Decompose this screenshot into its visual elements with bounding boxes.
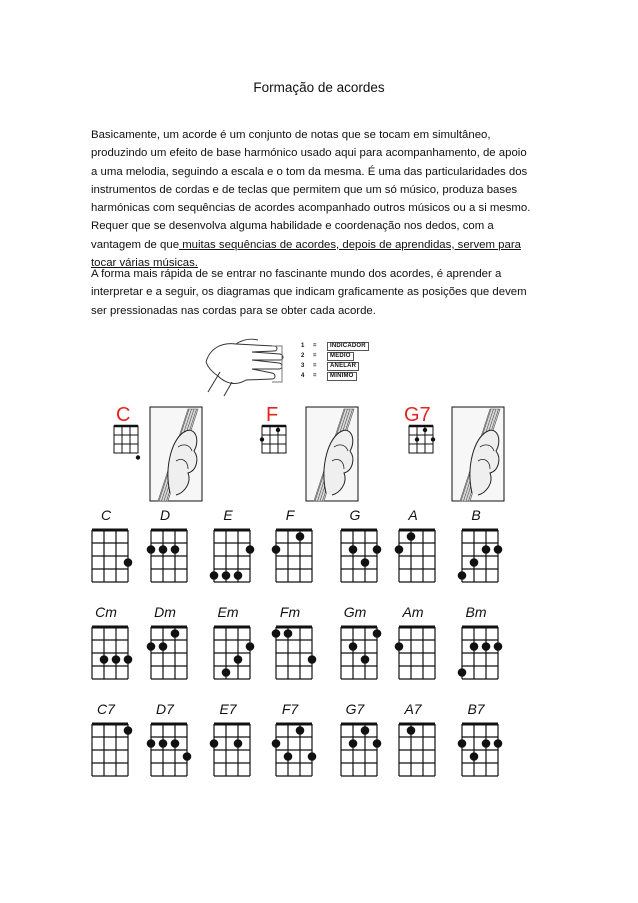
finger-dot <box>124 558 133 567</box>
chord-diagram <box>458 507 503 582</box>
finger-dot <box>183 752 192 761</box>
chord-diagram <box>458 604 503 679</box>
finger-dot <box>210 571 219 580</box>
finger-dot <box>272 739 281 748</box>
featured-chord-name: C <box>116 404 131 426</box>
finger-dot <box>272 545 281 554</box>
finger-dot <box>147 545 156 554</box>
chord-name: D7 <box>156 701 174 717</box>
finger-dot <box>296 532 305 541</box>
finger-dot <box>407 532 416 541</box>
finger-dot <box>470 752 479 761</box>
text-line: instrumentos de cordas e de teclas que permitem que um só músico, produza bases <box>91 183 518 196</box>
finger-dot <box>284 629 293 638</box>
chord-name: A7 <box>404 701 422 717</box>
finger-dot <box>234 655 243 664</box>
chord-diagram <box>272 604 317 679</box>
finger-dot <box>458 668 467 677</box>
legend-row: 3 = ANELAR <box>301 362 359 371</box>
chord-diagram <box>210 507 255 582</box>
text-line: interpretar e a seguir, os diagramas que indicam graficamente as posições que devem <box>91 286 527 299</box>
chord-diagram <box>272 701 317 776</box>
chord-name: G <box>349 507 361 523</box>
finger-dot <box>395 545 404 554</box>
finger-dot <box>147 642 156 651</box>
text-line: Requer que se desenvolva alguma habilidade e coordenação nos dedos, com a <box>91 220 494 233</box>
finger-dot <box>407 726 416 735</box>
chord-diagram <box>341 604 381 679</box>
finger-dot <box>124 726 133 735</box>
finger-dot <box>470 558 479 567</box>
finger-dot <box>124 655 133 664</box>
finger-dot <box>159 642 168 651</box>
finger-dot <box>284 752 293 761</box>
page-title: Formação de acordes <box>253 80 385 95</box>
text-line: ser pressionadas nas cordas para se obter cada acorde. <box>91 304 376 317</box>
finger-dot <box>494 739 503 748</box>
finger-dot <box>210 739 219 748</box>
chord-diagram <box>92 604 132 679</box>
finger-dot <box>296 726 305 735</box>
chord-name: B <box>471 507 481 523</box>
finger-dot <box>458 739 467 748</box>
underlined-text: muitas sequências de acordes, depois de aprendidas, servem para <box>179 238 521 251</box>
legend-row: 2 = MEDIO <box>301 352 354 361</box>
legend-row: 4 = MINIMO <box>301 372 357 381</box>
finger-dot <box>222 571 231 580</box>
finger-dot <box>171 545 180 554</box>
finger-dot <box>112 655 121 664</box>
finger-dot <box>482 739 491 748</box>
finger-dot <box>373 739 382 748</box>
finger-dot <box>395 642 404 651</box>
legend-row: 1 = INDICADOR <box>301 342 369 351</box>
finger-dot <box>308 752 317 761</box>
text-plain: vantagem de que <box>91 238 180 251</box>
underlined-text: tocar várias músicas. <box>91 257 198 270</box>
finger-dot <box>308 655 317 664</box>
chord-diagram <box>214 604 254 679</box>
finger-dot <box>234 739 243 748</box>
chord-diagram <box>341 701 381 776</box>
finger-dot <box>361 726 370 735</box>
chord-diagram <box>147 507 187 582</box>
finger-dot <box>159 545 168 554</box>
chord-diagram <box>147 701 192 776</box>
chord-name: C <box>100 507 112 523</box>
chord-name: Am <box>402 604 424 620</box>
chord-name: G7 <box>345 701 365 717</box>
chord-diagram <box>92 701 132 776</box>
chord-diagram <box>92 507 132 582</box>
finger-dot <box>373 629 382 638</box>
text-line: A forma mais rápida de se entrar no fascinante mundo dos acordes, é aprender a <box>91 268 502 280</box>
chord-diagram <box>210 701 250 776</box>
chord-name: Em <box>217 604 239 620</box>
text-line: produzindo um efeito de base harmónico usado aqui para acompanhamento, de apoio <box>91 147 527 160</box>
finger-dot <box>147 739 156 748</box>
featured-chord-name: G7 <box>404 404 431 426</box>
chord-name: A <box>408 507 418 523</box>
chord-diagram <box>395 604 435 679</box>
chord-name: E7 <box>219 701 237 717</box>
finger-dot <box>349 642 358 651</box>
finger-dot <box>470 642 479 651</box>
featured-chord-name: F <box>266 404 279 426</box>
chord-diagram <box>147 604 187 679</box>
finger-dot <box>482 545 491 554</box>
chord-name: Bm <box>465 604 487 620</box>
text-line: harmónicas com sequências de acordes acompanhado outros músicos ou a si mesmo. <box>91 202 531 215</box>
finger-dot <box>246 545 255 554</box>
finger-dot <box>246 642 255 651</box>
chord-name: Dm <box>154 604 176 620</box>
finger-dot <box>234 571 243 580</box>
chord-name: E <box>223 507 233 523</box>
finger-dot <box>494 545 503 554</box>
finger-dot <box>361 655 370 664</box>
finger-dot <box>272 629 281 638</box>
finger-dot <box>373 545 382 554</box>
chord-name: Gm <box>343 604 367 620</box>
chord-name: Fm <box>279 604 301 620</box>
finger-dot <box>171 739 180 748</box>
finger-dot <box>159 739 168 748</box>
chord-diagram <box>272 507 312 582</box>
chord-name: Cm <box>95 604 117 620</box>
finger-dot <box>349 545 358 554</box>
chord-name: C7 <box>97 701 115 717</box>
chord-name: D <box>159 507 171 523</box>
finger-dot <box>482 642 491 651</box>
finger-dot <box>458 571 467 580</box>
chord-name: F <box>285 507 295 523</box>
chord-diagram <box>395 507 435 582</box>
finger-dot <box>361 558 370 567</box>
chord-name: B7 <box>467 701 485 717</box>
chord-name: F7 <box>281 701 299 717</box>
finger-dot <box>171 629 180 638</box>
finger-dot <box>100 655 109 664</box>
text-line: a uma melodia, seguindo a escala e o tom da mesma. É uma das particularidades dos <box>91 165 528 178</box>
finger-dot <box>349 739 358 748</box>
chord-diagram <box>399 701 435 776</box>
text-line: Basicamente, um acorde é um conjunto de notas que se tocam em simultâneo, <box>91 129 491 141</box>
finger-dot <box>494 642 503 651</box>
chord-diagram <box>458 701 503 776</box>
finger-dot <box>222 668 231 677</box>
chord-diagram <box>341 507 381 582</box>
